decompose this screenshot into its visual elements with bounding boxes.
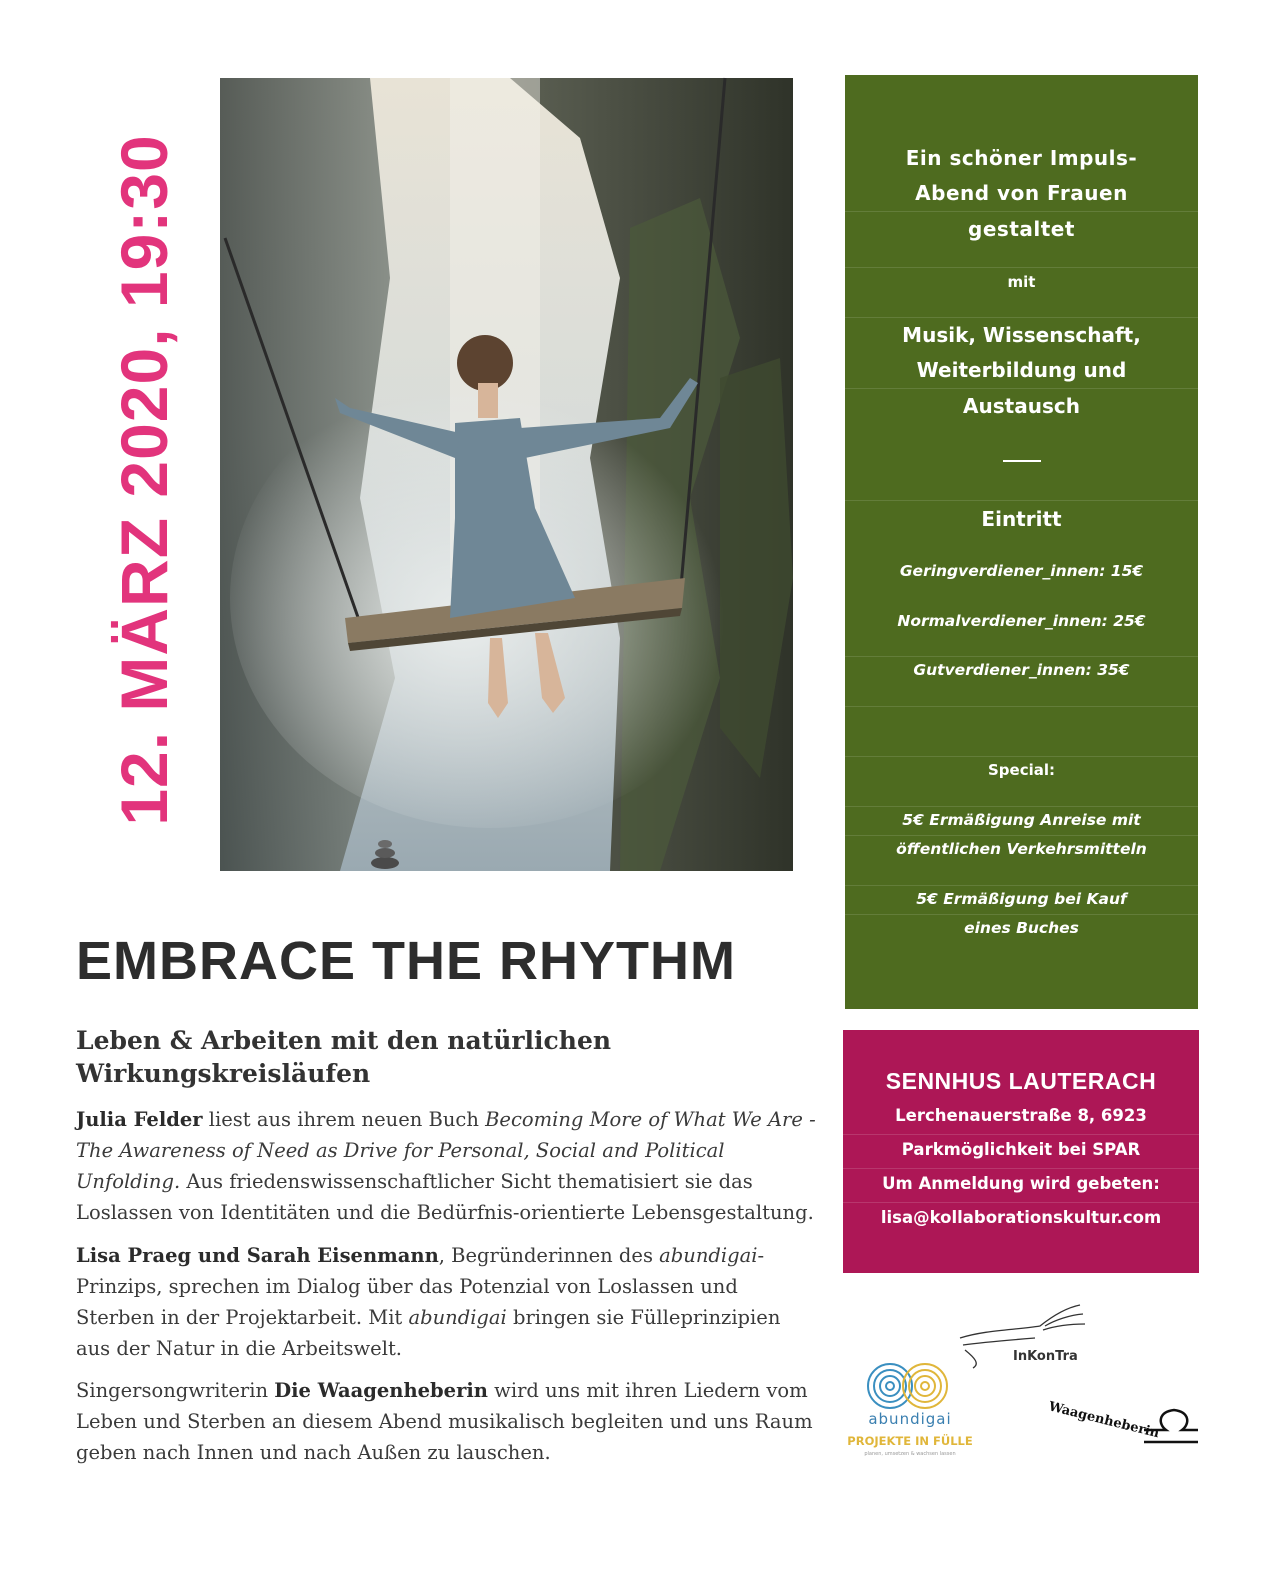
speaker-julia: Julia Felder — [76, 1108, 203, 1131]
special-title: Special: — [987, 761, 1055, 779]
paragraph-waagenheberin: Singersongwriterin Die Waagenheberin wird uns mit ihren Liedern vom Leben und Sterben an diesem Abend musikalisch begleiten und uns Raum geben nach Innen und nach Außen zu lauschen. — [76, 1379, 813, 1464]
svg-text:Waagenheberin: Waagenheberin — [1047, 1399, 1161, 1442]
svg-text:abundigai: abundigai — [868, 1410, 952, 1428]
venue-box — [843, 1030, 1199, 1273]
waagenheberin-logo — [1040, 1390, 1210, 1455]
paragraph-lisa-sarah: Lisa Praeg und Sarah Eisenmann, Begründerinnen des abundigai-Prinzips, sprechen im Dialog über das Potenzial von Loslassen und Sterben in der Projektarbeit. Mit abundigai bringen sie Fülleprinzipien aus der Natur in die Arbeitswelt. — [76, 1244, 781, 1360]
venue-registration: Um Anmeldung wird gebeten: — [882, 1174, 1160, 1193]
with-label: mit — [1007, 273, 1036, 291]
venue-address: Lerchenauerstraße 8, 6923 — [895, 1106, 1147, 1125]
price-high: Gutverdiener_innen: 35€ — [913, 661, 1130, 679]
svg-text:InKonTra: InKonTra — [1013, 1349, 1078, 1364]
speaker-waagenheberin: Die Waagenheberin — [274, 1379, 488, 1402]
special-1-line-2: öffentlichen Verkehrsmitteln — [896, 840, 1147, 858]
venue-name: SENNHUS LAUTERACH — [885, 1068, 1157, 1094]
book-title: Becoming More of What We Are - The Awareness of Need as Drive for Personal, Social and Political Unfolding. — [76, 1108, 816, 1193]
subheadline — [76, 1024, 796, 1090]
swing-photo — [220, 78, 793, 871]
divider-rule — [845, 447, 1198, 466]
abundigai-logo — [847, 1358, 973, 1463]
headline: EMBRACE THE RHYTHM — [76, 931, 736, 991]
topics-line-2: Weiterbildung und — [916, 358, 1127, 382]
venue-parking: Parkmöglichkeit bei SPAR — [901, 1140, 1141, 1159]
event-date-banner — [108, 85, 180, 875]
intro-line-1: Ein schöner Impuls- — [905, 146, 1138, 170]
intro-line-2: Abend von Frauen — [915, 181, 1128, 205]
special-2-line-2: eines Buches — [964, 919, 1079, 937]
entry-title: Eintritt — [981, 507, 1062, 531]
inkontra-logo — [955, 1300, 1090, 1375]
event-info-box — [845, 75, 1198, 1009]
special-1-line-1: 5€ Ermäßigung Anreise mit — [902, 811, 1141, 829]
topics-line-1: Musik, Wissenschaft, — [902, 323, 1141, 347]
svg-text:planen, umsetzen & wachsen las: planen, umsetzen & wachsen lassen — [864, 1451, 956, 1457]
subheadline-line-2: Wirkungskreisläufen — [76, 1059, 371, 1088]
venue-email: lisa@kollaborationskultur.com — [880, 1208, 1162, 1227]
price-low: Geringverdiener_innen: 15€ — [899, 562, 1144, 580]
subheadline-line-1: Leben & Arbeiten mit den natürlichen — [76, 1026, 612, 1055]
paragraph-julia: Julia Felder liest aus ihrem neuen Buch Becoming More of What We Are - The Awareness of Need as Drive for Personal, Social and Political Unfolding. Aus friedenswissenschaftlicher Sicht thematisiert sie das Loslassen von Identitäten und die Bedürfnis-orientierte Lebensgestaltung. — [76, 1108, 816, 1224]
event-date: 12. MÄRZ 2020, 19:30 — [107, 134, 181, 826]
intro-line-3: gestaltet — [968, 217, 1075, 241]
topics-line-3: Austausch — [963, 394, 1080, 418]
price-normal: Normalverdiener_innen: 25€ — [897, 612, 1146, 630]
special-2-line-1: 5€ Ermäßigung bei Kauf — [916, 890, 1127, 908]
svg-text:PROJEKTE IN FÜLLE: PROJEKTE IN FÜLLE — [847, 1434, 973, 1448]
speakers-lisa-sarah: Lisa Praeg und Sarah Eisenmann — [76, 1244, 439, 1267]
